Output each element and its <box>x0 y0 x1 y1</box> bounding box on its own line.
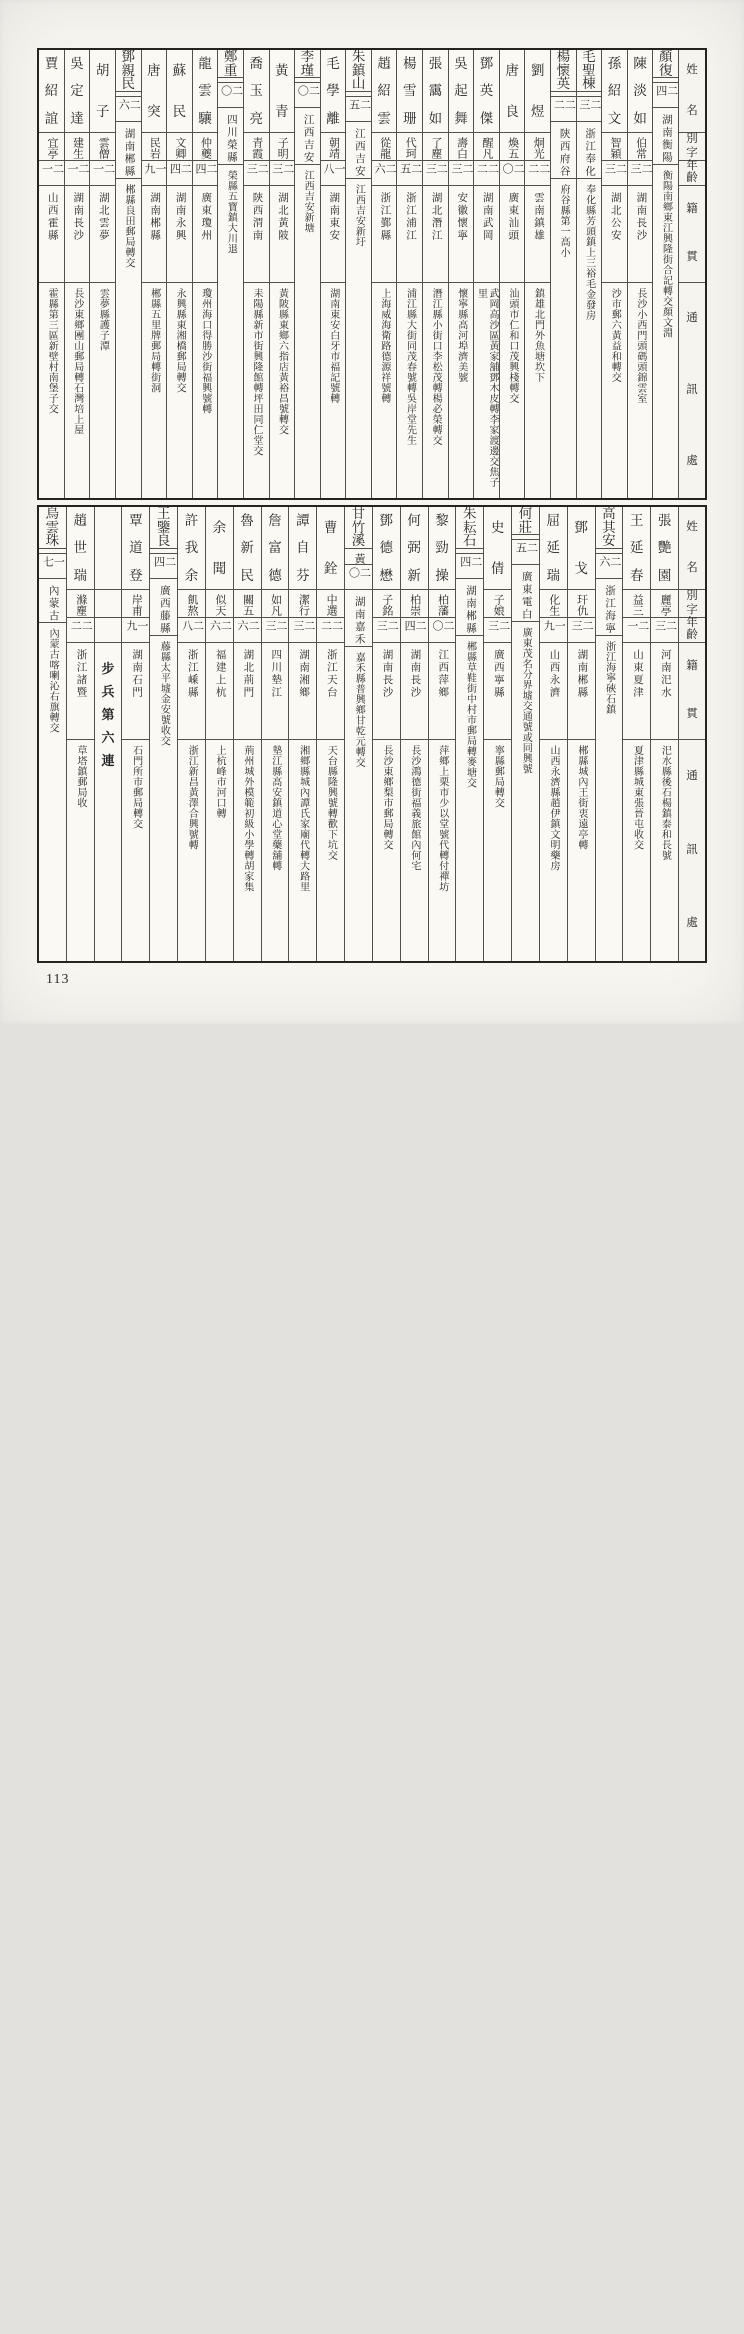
person-age: 二三 <box>484 617 511 642</box>
person-column <box>473 50 499 498</box>
person-column <box>567 507 595 961</box>
person-column <box>115 50 141 498</box>
person-name: 賈 紹 誼 <box>39 50 64 132</box>
person-native-place: 湖北荊門 <box>234 642 261 739</box>
person-name: 顏 復 <box>653 50 678 77</box>
person-native-place: 山西霍縣 <box>39 185 64 282</box>
person-native-place: 浙江天台 <box>317 642 344 739</box>
person-age: 二四 <box>150 553 177 578</box>
field-label-address: 通 訊 處 <box>679 739 705 961</box>
person-name: 毛 聖 棟 <box>577 50 602 91</box>
person-courtesy-name: 滌塵 <box>67 589 94 617</box>
person-name: 趙 紹 雲 <box>372 50 397 132</box>
person-name: 譚 自 芬 <box>289 507 316 589</box>
person-age: 二六 <box>372 160 397 185</box>
person-native-place: 湖南湘鄉 <box>289 642 316 739</box>
person-age: 二〇 <box>218 82 243 107</box>
person-name: 余 聞 <box>206 507 233 589</box>
person-name: 毛 學 離 <box>321 50 346 132</box>
person-address: 山西永濟縣趙伊鎮文明藥房 <box>540 739 567 961</box>
person-age: 二三 <box>270 160 295 185</box>
person-age: 二三 <box>577 96 602 121</box>
person-column <box>205 507 233 961</box>
person-column <box>550 50 576 498</box>
person-address: 廣東茂名分界墟交通號或同興號 <box>512 621 539 2334</box>
empty-name-cell <box>95 507 122 589</box>
person-address: 湘鄉縣城內譚氏家廟代轉大路里 <box>289 739 316 961</box>
person-name: 陳 淡 如 <box>628 50 653 132</box>
person-native-place: 廣東電白 <box>512 564 539 621</box>
person-age: 二四 <box>653 82 678 107</box>
person-courtesy-name: 中選 <box>317 589 344 617</box>
person-column <box>627 50 653 498</box>
person-address: 郴縣城內王街衷遠亭轉 <box>568 739 595 961</box>
person-native-place: 湖南郴縣 <box>116 121 141 178</box>
person-address: 府谷縣第一高小 <box>551 178 576 2334</box>
person-name: 劉 煜 <box>525 50 550 132</box>
person-name: 楊 懷 英 <box>551 50 576 91</box>
person-address: 上海威海衛路德源祥號轉 <box>372 282 397 498</box>
person-native-place: 四川榮縣 <box>218 107 243 164</box>
person-native-place: 湖北潛江 <box>423 185 448 282</box>
person-native-place: 廣東瓊州 <box>193 185 218 282</box>
person-address: 內蒙古喀喇沁右旗轉交 <box>39 622 66 2334</box>
person-age: 二五 <box>346 96 371 121</box>
person-native-place: 湖北黃陂 <box>270 185 295 282</box>
person-age: 二二 <box>525 160 550 185</box>
person-column <box>149 507 177 961</box>
person-column <box>400 507 428 961</box>
person-address: 墊江縣高安鎮道心堂藥舖轉 <box>262 739 289 961</box>
person-age: 二八 <box>178 617 205 642</box>
person-age: 二三 <box>262 617 289 642</box>
person-age: 二一 <box>39 160 64 185</box>
person-column <box>269 50 295 498</box>
person-native-place: 湖南郴縣 <box>142 185 167 282</box>
person-courtesy-name: 伯常 <box>628 132 653 160</box>
person-age: 二〇 <box>429 617 456 642</box>
person-address: 天台縣隆興號轉歡下坑交 <box>317 739 344 961</box>
person-courtesy-name: 青霞 <box>244 132 269 160</box>
person-age: 二四 <box>401 617 428 642</box>
person-address: 湖南東安白牙市福記號轉 <box>321 282 346 498</box>
person-column <box>192 50 218 498</box>
person-age: 二三 <box>244 160 269 185</box>
person-native-place: 安徽懷寧 <box>449 185 474 282</box>
person-courtesy-name: 代珂 <box>397 132 422 160</box>
person-address: 衡陽南鄉東江興隆街合記轉交顏文淵 <box>653 164 678 2334</box>
person-address: 上杭峰市河口轉 <box>206 739 233 961</box>
person-native-place: 內蒙古 <box>39 578 66 623</box>
person-courtesy-name: 文卿 <box>167 132 192 160</box>
person-courtesy-name: 如凡 <box>262 589 289 617</box>
person-age: 二六 <box>116 96 141 121</box>
person-native-place: 湖南郴縣 <box>456 578 483 635</box>
person-age: 二二 <box>67 617 94 642</box>
person-native-place: 山西永濟 <box>540 642 567 739</box>
person-age: 二二 <box>317 617 344 642</box>
person-name: 鄧 英 傑 <box>474 50 499 132</box>
person-name: 高 其 安 <box>596 507 623 548</box>
person-name: 吳 定 達 <box>65 50 90 132</box>
person-column <box>177 507 205 961</box>
person-courtesy-name: 益三 <box>623 589 650 617</box>
person-courtesy-name: 仲夔 <box>193 132 218 160</box>
person-native-place: 廣西藤縣 <box>150 578 177 635</box>
person-age: 二三 <box>568 617 595 642</box>
person-age: 二〇 <box>500 160 525 185</box>
person-address: 郴縣草鞋街中村市郵局轉麥塘交 <box>456 635 483 2334</box>
person-age: 二四 <box>193 160 218 185</box>
person-courtesy-name: 炯光 <box>525 132 550 160</box>
person-courtesy-name: 子娘 <box>484 589 511 617</box>
person-age: 二三 <box>449 160 474 185</box>
empty-courtesy-cell <box>95 589 122 617</box>
person-address: 黃陂縣東鄉六指店黃裕昌號轉交 <box>270 282 295 498</box>
person-address: 榮縣五寶鎮大川退 <box>218 164 243 2334</box>
person-name: 魯 新 民 <box>234 507 261 589</box>
person-name: 何 弼 新 <box>401 507 428 589</box>
person-native-place: 浙江嵊縣 <box>178 642 205 739</box>
person-native-place: 江西吉安 <box>346 121 371 178</box>
person-courtesy-name: 潔行 <box>289 589 316 617</box>
person-address: 瓊州海口得勝沙街福興號轉 <box>193 282 218 498</box>
person-courtesy-name: 岸甫 <box>122 589 149 617</box>
person-name: 楊 雪 珊 <box>397 50 422 132</box>
person-name: 王 鑒 良 <box>150 507 177 548</box>
person-courtesy-name: 似天 <box>206 589 233 617</box>
person-native-place: 廣東汕頭 <box>500 185 525 282</box>
person-column <box>595 507 623 961</box>
person-column <box>428 507 456 961</box>
person-name: 黎 勁 操 <box>429 507 456 589</box>
person-native-place: 湖南長沙 <box>628 185 653 282</box>
person-address: 浙江海寧硤石鎮 <box>596 635 623 2334</box>
person-name: 趙 世 瑞 <box>67 507 94 589</box>
person-address: 奉化縣芳頭鎮上三裕毛金發房 <box>577 178 602 2334</box>
person-column <box>422 50 448 498</box>
person-native-place: 江西萍鄉 <box>429 642 456 739</box>
person-column <box>483 507 511 961</box>
person-name: 甘 竹 溪 <box>345 507 372 548</box>
person-name: 張 艷 園 <box>651 507 678 589</box>
person-column <box>371 50 397 498</box>
person-age: 一九 <box>122 617 149 642</box>
person-courtesy-name: 子銘 <box>373 589 400 617</box>
person-name: 覃 道 登 <box>122 507 149 589</box>
person-courtesy-name: 醒凡 <box>474 132 499 160</box>
person-courtesy-name: 民岩 <box>142 132 167 160</box>
person-column <box>396 50 422 498</box>
person-native-place: 湖南長沙 <box>65 185 90 282</box>
field-label-courtesy-name: 別 字 <box>679 589 705 617</box>
person-native-place: 湖南嘉禾 <box>345 589 372 646</box>
person-column <box>261 507 289 961</box>
person-courtesy-name: 玕仇 <box>568 589 595 617</box>
person-courtesy-name: 黃 <box>345 548 372 564</box>
field-label-native-place: 籍 貫 <box>679 642 705 739</box>
person-age: 二五 <box>512 539 539 564</box>
person-name: 吳 起 舞 <box>449 50 474 132</box>
person-column <box>455 507 483 961</box>
person-name: 鄭 重 <box>218 50 243 77</box>
person-column <box>320 50 346 498</box>
person-courtesy-name: 柏藩 <box>429 589 456 617</box>
person-address: 石門所市郵局轉交 <box>122 739 149 961</box>
person-age: 二六 <box>596 553 623 578</box>
roster-table-upper <box>37 48 707 500</box>
person-name: 王 延 春 <box>623 507 650 589</box>
person-native-place: 湖南郴縣 <box>568 642 595 739</box>
company-divider-label: 步 兵 第 六 連 <box>95 642 122 961</box>
person-column <box>539 507 567 961</box>
field-label-address: 通 訊 處 <box>679 282 705 498</box>
person-native-place: 湖南長沙 <box>401 642 428 739</box>
person-column <box>372 507 400 961</box>
person-name: 龍 雲 驤 <box>193 50 218 132</box>
person-column <box>511 507 539 961</box>
person-age: 二一 <box>623 617 650 642</box>
field-label-age: 年 齡 <box>679 617 705 642</box>
person-native-place: 湖北公安 <box>602 185 627 282</box>
field-header-column <box>678 507 705 961</box>
person-courtesy-name: 壽白 <box>449 132 474 160</box>
person-name: 唐 良 <box>500 50 525 132</box>
scanned-page <box>0 0 744 1024</box>
person-address: 長沙東鄉團山郵局轉石灣培上屋 <box>65 282 90 498</box>
person-name: 朱 鎮 山 <box>346 50 371 91</box>
person-courtesy-name: 化生 <box>540 589 567 617</box>
person-name: 鄧 親 民 <box>116 50 141 91</box>
person-age: 一八 <box>321 160 346 185</box>
person-address: 永興縣東湘橋郵局轉交 <box>167 282 192 498</box>
person-address: 浦江縣大街同茂春號轉吳岸堂先生 <box>397 282 422 498</box>
person-column <box>166 50 192 498</box>
person-age: 二四 <box>456 553 483 578</box>
person-courtesy-name: 飢熬 <box>178 589 205 617</box>
person-age: 二〇 <box>295 82 320 107</box>
person-address: 萍鄉上栗市少以堂號代轉付禪坊 <box>429 739 456 961</box>
person-age: 二五 <box>397 160 422 185</box>
person-age: 二三 <box>423 160 448 185</box>
person-native-place: 湖南衡陽 <box>653 107 678 164</box>
person-age: 二〇 <box>345 564 372 589</box>
person-column <box>448 50 474 498</box>
person-native-place: 陝西渭南 <box>244 185 269 282</box>
person-column <box>499 50 525 498</box>
person-native-place: 江西吉安 <box>295 107 320 164</box>
person-courtesy-name: 智穎 <box>602 132 627 160</box>
company-divider-column <box>94 507 122 961</box>
person-column <box>601 50 627 498</box>
field-label-courtesy-name: 別 字 <box>679 132 705 160</box>
person-name: 許 我 余 <box>178 507 205 589</box>
person-age: 一七 <box>39 553 66 578</box>
roster-table-lower <box>37 505 707 963</box>
person-name: 孫 紹 文 <box>602 50 627 132</box>
person-courtesy-name: 了塵 <box>423 132 448 160</box>
person-native-place: 湖南武岡 <box>474 185 499 282</box>
person-name: 胡 子 <box>90 50 115 132</box>
person-address: 郴縣良田郵局轉交 <box>116 178 141 2334</box>
person-address: 江西吉安新塘 <box>295 164 320 2334</box>
person-native-place: 山東夏津 <box>623 642 650 739</box>
field-label-age: 年 齡 <box>679 160 705 185</box>
person-column <box>345 50 371 498</box>
person-address: 藤縣太平墟金安號收交 <box>150 635 177 2334</box>
person-column <box>524 50 550 498</box>
person-native-place: 浙江浦江 <box>397 185 422 282</box>
person-courtesy-name: 建生 <box>65 132 90 160</box>
person-native-place: 陝西府谷 <box>551 121 576 178</box>
person-column <box>316 507 344 961</box>
person-native-place: 浙江諸暨 <box>67 642 94 739</box>
person-native-place: 福建上杭 <box>206 642 233 739</box>
person-age: 一九 <box>142 160 167 185</box>
person-courtesy-name: 從龍 <box>372 132 397 160</box>
person-column <box>294 50 320 498</box>
person-name: 蘇 民 <box>167 50 192 132</box>
person-age: 二四 <box>167 160 192 185</box>
roster-table-area <box>37 48 707 963</box>
person-native-place: 湖南永興 <box>167 185 192 282</box>
person-address: 江西吉安新圩 <box>346 178 371 2334</box>
person-address: 郴縣五里牌郵局轉街洞 <box>142 282 167 498</box>
person-column <box>217 50 243 498</box>
person-column <box>64 50 90 498</box>
person-native-place: 湖南東安 <box>321 185 346 282</box>
person-courtesy-name: 子明 <box>270 132 295 160</box>
person-name: 屈 延 瑞 <box>540 507 567 589</box>
person-age: 二六 <box>234 617 261 642</box>
person-age: 二二 <box>474 160 499 185</box>
person-column <box>141 50 167 498</box>
person-column <box>622 507 650 961</box>
person-age: 二二 <box>551 96 576 121</box>
person-address: 草塔鎮郵局收 <box>67 739 94 961</box>
person-address: 長沙東鄉梨市郵局轉交 <box>373 739 400 961</box>
person-column <box>121 507 149 961</box>
person-name: 烏 雲 珠 <box>39 507 66 548</box>
person-age: 二六 <box>206 617 233 642</box>
person-age: 一九 <box>540 617 567 642</box>
field-label-name: 姓 名 <box>679 50 705 132</box>
person-age: 二三 <box>373 617 400 642</box>
person-age: 二三 <box>628 160 653 185</box>
person-name: 曹 銓 <box>317 507 344 589</box>
person-address: 夏津縣城東張晉屯收交 <box>623 739 650 961</box>
person-native-place: 浙江鄞縣 <box>372 185 397 282</box>
person-name: 朱 耘 石 <box>456 507 483 548</box>
person-native-place: 湖南石門 <box>122 642 149 739</box>
person-courtesy-name: 宜亭 <box>39 132 64 160</box>
person-age: 二一 <box>90 160 115 185</box>
person-age: 二三 <box>651 617 678 642</box>
person-address: 寧縣郵局轉交 <box>484 739 511 961</box>
person-native-place: 浙江海寧 <box>596 578 623 635</box>
person-name: 詹 富 德 <box>262 507 289 589</box>
field-label-native-place: 籍 貫 <box>679 185 705 282</box>
person-native-place: 廣西寧縣 <box>484 642 511 739</box>
person-name: 張 靄 如 <box>423 50 448 132</box>
person-age: 二一 <box>65 160 90 185</box>
person-address: 懷寧縣高河埠濟美號 <box>449 282 474 498</box>
person-column <box>233 507 261 961</box>
person-native-place: 河南汜水 <box>651 642 678 739</box>
person-courtesy-name: 煥五 <box>500 132 525 160</box>
person-address: 汜水縣後石楊鎮泰和長號 <box>651 739 678 961</box>
person-name: 鄧 戈 <box>568 507 595 589</box>
person-name: 喬 玉 亮 <box>244 50 269 132</box>
person-address: 沙市郵六黃益和轉交 <box>602 282 627 498</box>
person-address: 潛江縣小街口李松茂轉楊必榮轉交 <box>423 282 448 498</box>
person-courtesy-name: 麗亭 <box>651 589 678 617</box>
person-native-place: 浙江奉化 <box>577 121 602 178</box>
person-column <box>66 507 94 961</box>
person-address: 鎮雄北門外魚塘坎下 <box>525 282 550 498</box>
person-address: 武岡高沙區黃家舖鄧木皮轉李家渡邊交焦子里 <box>474 282 499 498</box>
person-address: 長沙小西門頭碼頭錦雲室 <box>628 282 653 498</box>
person-name: 史 倩 <box>484 507 511 589</box>
person-column <box>652 50 678 498</box>
person-courtesy-name: 雲僧 <box>90 132 115 160</box>
person-address: 汕頭市仁和口茂興棧轉交 <box>500 282 525 498</box>
person-column <box>89 50 115 498</box>
person-name: 黃 青 <box>270 50 295 132</box>
person-address: 浙江新昌黃澤合興號轉 <box>178 739 205 961</box>
person-age: 二三 <box>289 617 316 642</box>
person-courtesy-name: 朝靖 <box>321 132 346 160</box>
person-name: 唐 突 <box>142 50 167 132</box>
field-header-column <box>678 50 705 498</box>
person-name: 李 瑾 <box>295 50 320 77</box>
person-name: 鄧 德 懋 <box>373 507 400 589</box>
person-native-place: 湖南長沙 <box>373 642 400 739</box>
person-address: 嘉禾縣普興鄉甘乾元轉交 <box>345 646 372 2334</box>
person-column <box>243 50 269 498</box>
person-address: 耒陽縣新市街興隆館轉坪田同仁堂交 <box>244 282 269 498</box>
empty-age-cell <box>95 617 122 642</box>
person-courtesy-name: 關五 <box>234 589 261 617</box>
person-courtesy-name: 柏崇 <box>401 589 428 617</box>
page-number: 113 <box>46 972 69 988</box>
person-native-place: 雲南鎮雄 <box>525 185 550 282</box>
person-column <box>288 507 316 961</box>
person-age: 二三 <box>602 160 627 185</box>
person-column <box>39 50 64 498</box>
person-native-place: 四川墊江 <box>262 642 289 739</box>
person-column <box>344 507 372 961</box>
person-address: 霍縣第三區新壁村南堡子交 <box>39 282 64 498</box>
field-label-name: 姓 名 <box>679 507 705 589</box>
person-column <box>39 507 66 961</box>
person-address: 雲夢縣護子潭 <box>90 282 115 498</box>
person-column <box>650 507 678 961</box>
person-column <box>576 50 602 498</box>
person-native-place: 湖北雲夢 <box>90 185 115 282</box>
person-address: 荊州城外模範初級小學轉胡家集 <box>234 739 261 961</box>
person-name: 何 莊 <box>512 507 539 534</box>
person-address: 長沙鴻德街福義旅館內何宅 <box>401 739 428 961</box>
